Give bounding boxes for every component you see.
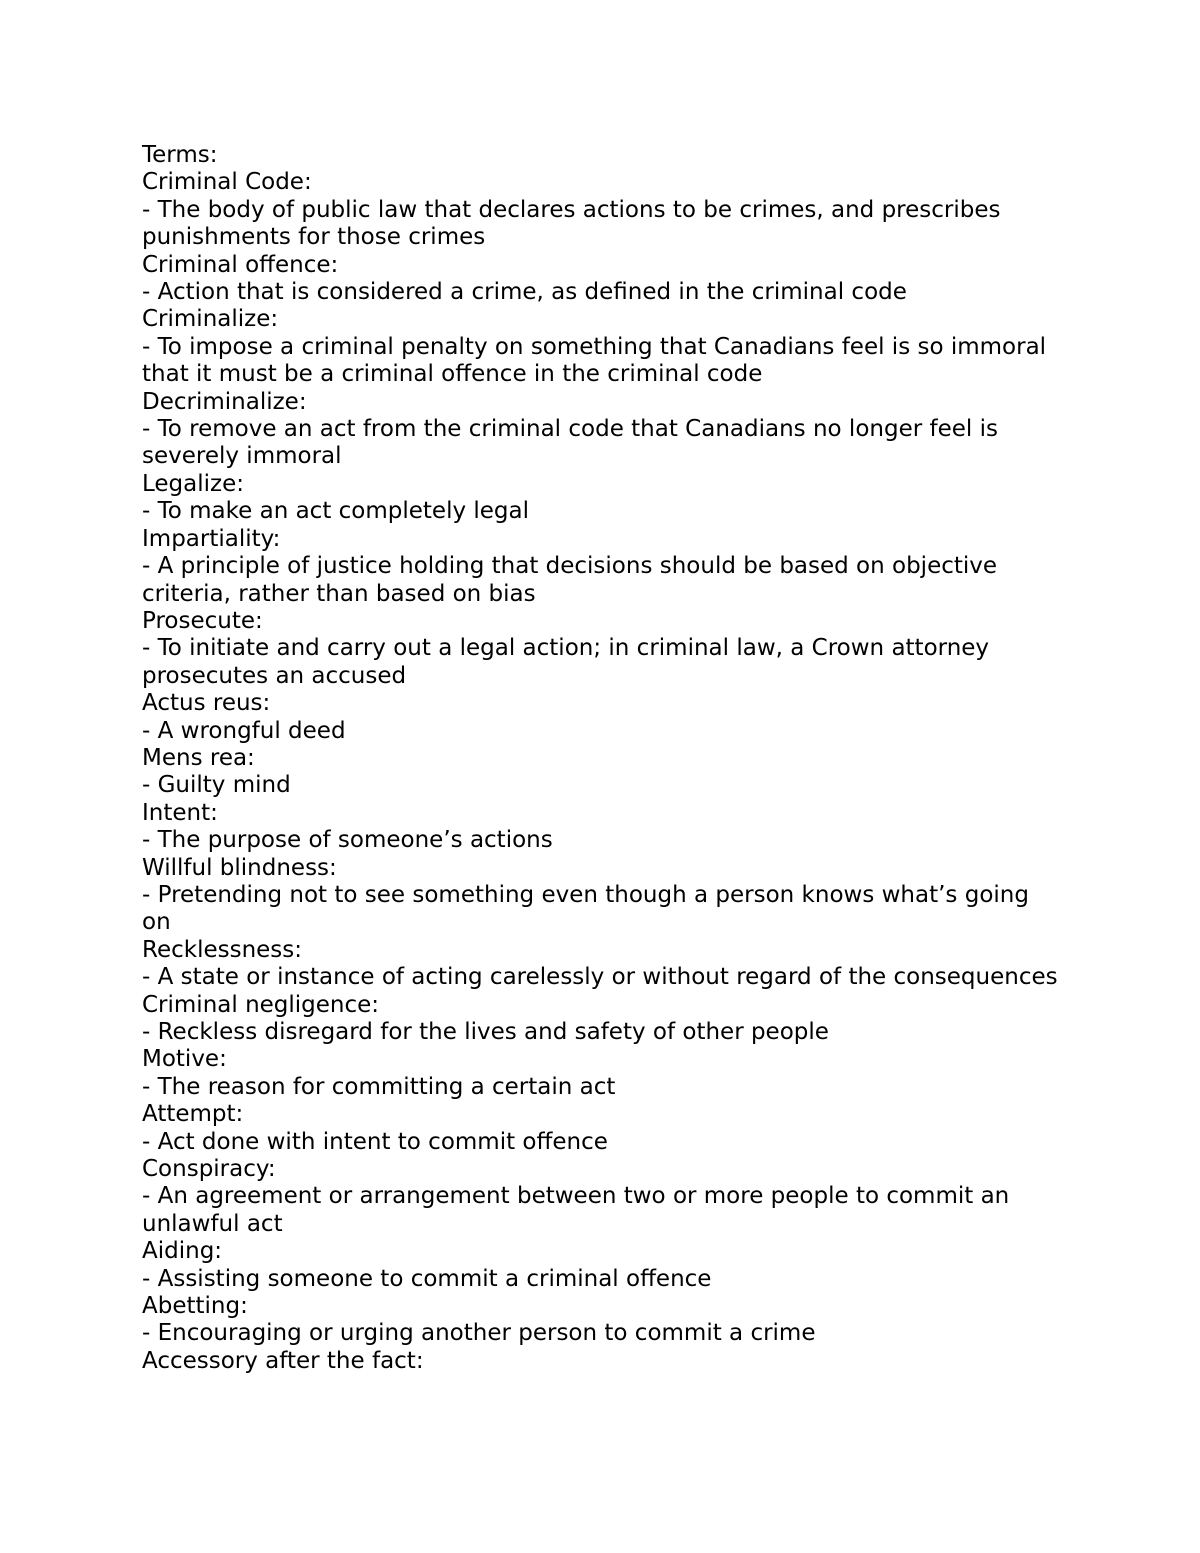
term-label: Conspiracy:: [142, 1156, 276, 1183]
term-entry: [142, 608, 1062, 690]
term-definition: - A principle of justice holding that decisions should be based on objective criteria, rather than based on bias: [142, 553, 1005, 607]
term-definition: - Reckless disregard for the lives and safety of other people: [142, 1019, 829, 1045]
term-label: Criminal negligence:: [142, 991, 380, 1018]
term-entry: [142, 526, 1062, 608]
term-entry: [142, 169, 1062, 251]
term-label: Accessory after the fact:: [142, 1347, 424, 1374]
term-label: Criminalize:: [142, 306, 279, 333]
term-entry: [142, 1348, 1062, 1375]
term-entry: [142, 1046, 1062, 1101]
term-label: Recklessness:: [142, 936, 303, 963]
term-definition: - Act done with intent to commit offence: [142, 1128, 608, 1155]
term-entry: [142, 1101, 1062, 1156]
term-label: Legalize:: [142, 470, 245, 497]
term-label: Impartiality:: [142, 525, 281, 552]
term-definition: - To impose a criminal penalty on something that Canadians feel is so immoral that it must be a criminal offence in the criminal code: [142, 333, 1054, 388]
term-label: Aiding:: [142, 1238, 223, 1265]
term-entry: [142, 800, 1062, 855]
term-definition: - Pretending not to see something even though a person knows what’s going on: [142, 881, 1037, 936]
term-entry: [142, 1156, 1062, 1238]
terms-list: [142, 169, 1062, 1375]
term-entry: [142, 745, 1062, 800]
term-entry: [142, 471, 1062, 526]
term-label: Prosecute:: [142, 607, 263, 634]
term-definition: - Guilty mind: [142, 772, 291, 799]
term-label: Criminal Code:: [142, 169, 312, 196]
term-definition: - A wrongful deed: [142, 717, 346, 744]
term-entry: [142, 1238, 1062, 1293]
term-entry: [142, 252, 1062, 307]
term-entry: [142, 855, 1062, 937]
term-label: Mens rea:: [142, 744, 255, 771]
term-entry: [142, 389, 1062, 471]
document-body: [142, 142, 1062, 1375]
term-definition: - The body of public law that declares actions to be crimes, and prescribes punishments for those crimes: [142, 196, 1008, 251]
term-definition: - To remove an act from the criminal code that Canadians no longer feel is severely immoral: [142, 416, 1006, 470]
term-definition: - An agreement or arrangement between two or more people to commit an unlawful act: [142, 1183, 1017, 1237]
term-entry: [142, 937, 1062, 992]
term-definition: - Assisting someone to commit a criminal offence: [142, 1265, 712, 1292]
term-entry: [142, 306, 1062, 388]
term-label: Actus reus:: [142, 690, 271, 717]
term-label: Intent:: [142, 799, 218, 826]
term-entry: [142, 992, 1062, 1047]
term-definition: - Encouraging or urging another person to commit a crime: [142, 1320, 816, 1347]
term-label: Attempt:: [142, 1101, 244, 1128]
term-entry: [142, 690, 1062, 745]
term-definition: - The reason for committing a certain act: [142, 1073, 616, 1100]
term-definition: - To initiate and carry out a legal action; in criminal law, a Crown attorney prosecutes an accused: [142, 635, 997, 689]
term-definition: - A state or instance of acting carelessly or without regard of the consequences: [142, 964, 1058, 991]
term-label: Abetting:: [142, 1293, 248, 1320]
term-entry: [142, 1293, 1062, 1348]
term-label: Willful blindness:: [142, 854, 337, 881]
term-definition: - To make an act completely legal: [142, 498, 530, 525]
term-label: Decriminalize:: [142, 388, 307, 415]
term-definition: - The purpose of someone’s actions: [142, 827, 553, 854]
term-label: Criminal offence:: [142, 251, 339, 278]
page-title: Terms:: [142, 142, 218, 168]
term-label: Motive:: [142, 1046, 227, 1073]
term-definition: - Action that is considered a crime, as defined in the criminal code: [142, 279, 907, 306]
